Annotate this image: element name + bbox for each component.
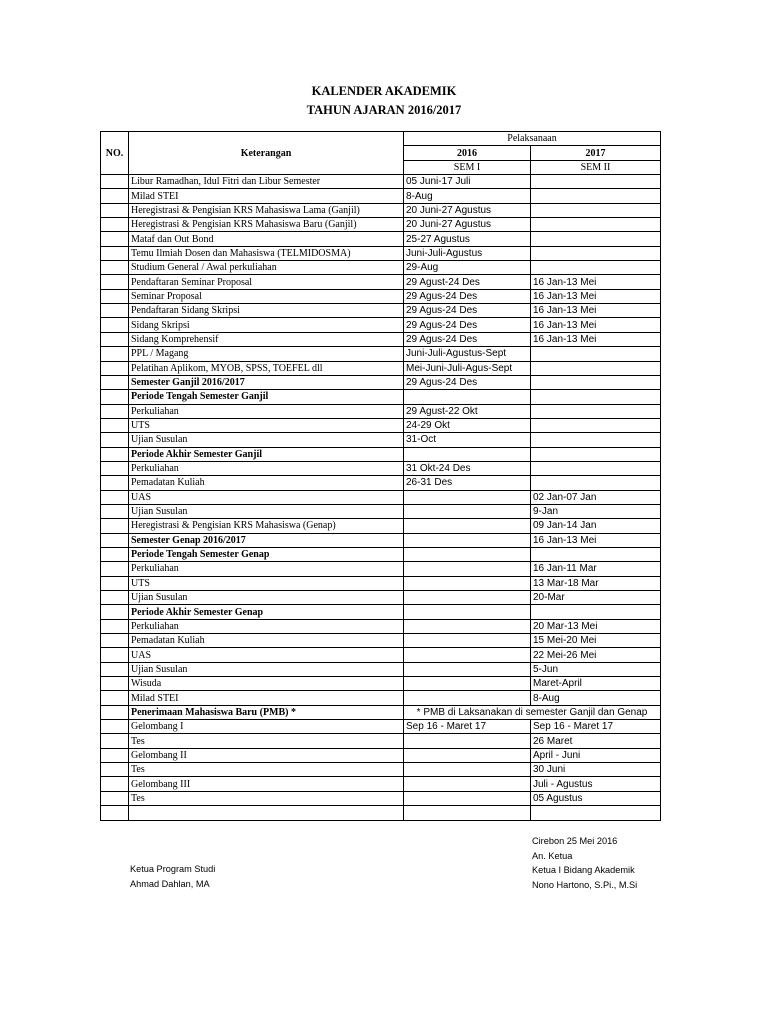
- row-no-cell: [101, 777, 129, 791]
- row-sem1-date: 29 Agus-24 Des: [404, 318, 531, 332]
- row-sem2-date: 16 Jan-13 Mei: [531, 289, 661, 303]
- table-row: [101, 720, 661, 734]
- row-sem1-date: 26-31 Des: [404, 476, 531, 490]
- row-sem1-date: [404, 591, 531, 605]
- row-sem1-date: [404, 390, 531, 404]
- document-title: KALENDER AKADEMIK: [311, 84, 457, 98]
- signature-left-name: Ahmad Dahlan, MA: [130, 878, 210, 889]
- row-sem2-date: [531, 418, 661, 432]
- header-sem-1: SEM I: [404, 160, 531, 174]
- row-sem2-date: [531, 218, 661, 232]
- row-keterangan: UAS: [129, 648, 404, 662]
- row-no-cell: [101, 390, 129, 404]
- row-sem1-date: 20 Juni-27 Agustus: [404, 203, 531, 217]
- row-keterangan: Perkuliahan: [129, 562, 404, 576]
- row-no-cell: [101, 447, 129, 461]
- row-sem1-date: 29 Agust-24 Des: [404, 275, 531, 289]
- header-pelaksanaan: Pelaksanaan: [404, 132, 661, 146]
- row-sem2-date: 16 Jan-13 Mei: [531, 318, 661, 332]
- row-sem2-date: 9-Jan: [531, 504, 661, 518]
- row-no-cell: [101, 806, 129, 820]
- row-keterangan: Periode Akhir Semester Ganjil: [129, 447, 404, 461]
- row-no-cell: [101, 763, 129, 777]
- signature-right-place-date: Cirebon 25 Mei 2016: [532, 836, 618, 846]
- table-row: [101, 447, 661, 461]
- row-no-cell: [101, 533, 129, 547]
- table-row: [101, 691, 661, 705]
- row-no-cell: [101, 404, 129, 418]
- row-sem2-date: 20-Mar: [531, 591, 661, 605]
- table-row: [101, 361, 661, 375]
- table-row: [101, 763, 661, 777]
- header-year-2017: 2017: [531, 146, 661, 160]
- row-sem2-date: [531, 476, 661, 490]
- row-sem2-date: [531, 232, 661, 246]
- row-sem1-date: [404, 763, 531, 777]
- row-sem2-date: 15 Mei-20 Mei: [531, 634, 661, 648]
- table-row: [101, 504, 661, 518]
- row-keterangan: Semester Ganjil 2016/2017: [129, 375, 404, 389]
- row-sem1-date: [404, 576, 531, 590]
- table-row: [101, 619, 661, 633]
- row-sem1-date: [404, 634, 531, 648]
- row-sem2-date: 16 Jan-13 Mei: [531, 533, 661, 547]
- row-sem2-date: 5-Jun: [531, 662, 661, 676]
- row-sem1-date: [404, 734, 531, 748]
- row-keterangan: Periode Tengah Semester Genap: [129, 547, 404, 561]
- row-sem2-date: [531, 433, 661, 447]
- row-sem1-date: [404, 677, 531, 691]
- row-sem2-date: Sep 16 - Maret 17: [531, 720, 661, 734]
- row-sem2-date: [531, 404, 661, 418]
- row-sem2-date: 26 Maret: [531, 734, 661, 748]
- row-sem2-date: [531, 246, 661, 260]
- table-row: [101, 175, 661, 189]
- row-no-cell: [101, 562, 129, 576]
- row-no-cell: [101, 289, 129, 303]
- row-no-cell: [101, 175, 129, 189]
- table-row: [101, 591, 661, 605]
- row-keterangan: Gelombang II: [129, 748, 404, 762]
- row-no-cell: [101, 791, 129, 805]
- row-no-cell: [101, 418, 129, 432]
- row-no-cell: [101, 304, 129, 318]
- table-row: [101, 275, 661, 289]
- row-no-cell: [101, 547, 129, 561]
- row-sem2-date: 16 Jan-13 Mei: [531, 304, 661, 318]
- row-keterangan: Pemadatan Kuliah: [129, 634, 404, 648]
- table-row: [101, 806, 661, 820]
- row-keterangan: Mataf dan Out Bond: [129, 232, 404, 246]
- table-row: [101, 562, 661, 576]
- row-no-cell: [101, 275, 129, 289]
- row-keterangan: Perkuliahan: [129, 461, 404, 475]
- row-no-cell: [101, 648, 129, 662]
- row-keterangan: Ujian Susulan: [129, 504, 404, 518]
- row-sem1-date: 29 Agus-24 Des: [404, 375, 531, 389]
- header-year-2016: 2016: [404, 146, 531, 160]
- signature-left: [130, 862, 215, 891]
- row-sem1-date: [404, 662, 531, 676]
- row-sem1-date: 20 Juni-27 Agustus: [404, 218, 531, 232]
- row-sem1-date: 29-Aug: [404, 261, 531, 275]
- row-sem1-date: [404, 547, 531, 561]
- row-sem2-date: [531, 447, 661, 461]
- row-keterangan: Perkuliahan: [129, 619, 404, 633]
- row-no-cell: [101, 261, 129, 275]
- table-row: [101, 576, 661, 590]
- row-keterangan: Ujian Susulan: [129, 591, 404, 605]
- row-sem1-date: [404, 562, 531, 576]
- table-row: [101, 332, 661, 346]
- row-sem1-date: [404, 806, 531, 820]
- row-sem2-date: [531, 390, 661, 404]
- row-keterangan: Pendaftaran Sidang Skripsi: [129, 304, 404, 318]
- row-no-cell: [101, 246, 129, 260]
- table-row: [101, 705, 661, 719]
- row-keterangan: Pelatihan Aplikom, MYOB, SPSS, TOEFEL dll: [129, 361, 404, 375]
- row-keterangan: Perkuliahan: [129, 404, 404, 418]
- header-sem-2: SEM II: [531, 160, 661, 174]
- table-row: [101, 232, 661, 246]
- row-sem2-date: [531, 175, 661, 189]
- row-sem2-date: 02 Jan-07 Jan: [531, 490, 661, 504]
- table-row: [101, 734, 661, 748]
- row-no-cell: [101, 677, 129, 691]
- row-no-cell: [101, 332, 129, 346]
- row-keterangan: Heregistrasi & Pengisian KRS Mahasiswa Baru (Ganjil): [129, 218, 404, 232]
- row-keterangan: Gelombang I: [129, 720, 404, 734]
- table-row: [101, 433, 661, 447]
- row-sem2-date: [531, 461, 661, 475]
- row-sem1-date: [404, 447, 531, 461]
- row-sem2-date: Maret-April: [531, 677, 661, 691]
- row-no-cell: [101, 504, 129, 518]
- row-keterangan: Periode Tengah Semester Ganjil: [129, 390, 404, 404]
- table-row: [101, 677, 661, 691]
- row-keterangan: Temu Ilmiah Dosen dan Mahasiswa (TELMIDOSMA): [129, 246, 404, 260]
- row-keterangan: Heregistrasi & Pengisian KRS Mahasiswa Lama (Ganjil): [129, 203, 404, 217]
- row-sem1-date: [404, 777, 531, 791]
- row-sem1-date: 31-Oct: [404, 433, 531, 447]
- row-no-cell: [101, 705, 129, 719]
- table-row: [101, 461, 661, 475]
- row-sem2-date: April - Juni: [531, 748, 661, 762]
- document-subtitle: TAHUN AJARAN 2016/2017: [306, 103, 462, 117]
- row-keterangan: Wisuda: [129, 677, 404, 691]
- row-keterangan: UAS: [129, 490, 404, 504]
- row-keterangan: Studium General / Awal perkuliahan: [129, 261, 404, 275]
- row-sem1-date: 29 Agus-24 Des: [404, 289, 531, 303]
- row-no-cell: [101, 634, 129, 648]
- table-row: [101, 748, 661, 762]
- row-no-cell: [101, 476, 129, 490]
- row-keterangan: Ujian Susulan: [129, 662, 404, 676]
- row-keterangan: Tes: [129, 791, 404, 805]
- row-sem1-date: [404, 791, 531, 805]
- signature-right: [532, 834, 637, 892]
- row-no-cell: [101, 720, 129, 734]
- row-sem1-date: 8-Aug: [404, 189, 531, 203]
- row-no-cell: [101, 347, 129, 361]
- row-sem2-date: [531, 261, 661, 275]
- row-keterangan: Periode Akhir Semester Genap: [129, 605, 404, 619]
- table-row: [101, 347, 661, 361]
- row-sem2-date: 30 Juni: [531, 763, 661, 777]
- table-row: [101, 533, 661, 547]
- table-row: [101, 390, 661, 404]
- row-no-cell: [101, 375, 129, 389]
- row-sem1-date: 25-27 Agustus: [404, 232, 531, 246]
- row-no-cell: [101, 218, 129, 232]
- academic-calendar-table: [100, 131, 661, 821]
- row-sem1-date: 29 Agus-24 Des: [404, 304, 531, 318]
- row-keterangan: UTS: [129, 576, 404, 590]
- table-row: [101, 375, 661, 389]
- row-keterangan: Sidang Komprehensif: [129, 332, 404, 346]
- row-sem1-date: [404, 605, 531, 619]
- signature-right-on-behalf: An. Ketua: [532, 850, 573, 861]
- row-sem1-date: [404, 619, 531, 633]
- row-sem2-date: 22 Mei-26 Mei: [531, 648, 661, 662]
- row-sem1-date: 05 Juni-17 Juli: [404, 175, 531, 189]
- row-no-cell: [101, 433, 129, 447]
- header-keterangan: Keterangan: [129, 132, 404, 175]
- row-sem1-date: [404, 533, 531, 547]
- row-sem1-date: [404, 504, 531, 518]
- table-row: [101, 490, 661, 504]
- row-keterangan: [129, 806, 404, 820]
- row-keterangan: Milad STEI: [129, 691, 404, 705]
- table-row: [101, 246, 661, 260]
- row-keterangan: PPL / Magang: [129, 347, 404, 361]
- row-no-cell: [101, 232, 129, 246]
- row-sem1-date: [404, 648, 531, 662]
- table-row: [101, 634, 661, 648]
- row-keterangan: Penerimaan Mahasiswa Baru (PMB) *: [129, 705, 404, 719]
- signature-left-role: Ketua Program Studi: [130, 864, 216, 874]
- table-row: [101, 418, 661, 432]
- table-row: [101, 547, 661, 561]
- row-no-cell: [101, 691, 129, 705]
- table-row: [101, 203, 661, 217]
- row-keterangan: Ujian Susulan: [129, 433, 404, 447]
- table-row: [101, 261, 661, 275]
- row-sem2-date: [531, 605, 661, 619]
- row-no-cell: [101, 734, 129, 748]
- row-no-cell: [101, 189, 129, 203]
- row-sem2-date: Juli - Agustus: [531, 777, 661, 791]
- row-sem2-date: 09 Jan-14 Jan: [531, 519, 661, 533]
- row-sem2-date: 05 Agustus: [531, 791, 661, 805]
- row-no-cell: [101, 605, 129, 619]
- row-no-cell: [101, 576, 129, 590]
- row-no-cell: [101, 318, 129, 332]
- row-keterangan: Gelombang III: [129, 777, 404, 791]
- row-sem2-date: 20 Mar-13 Mei: [531, 619, 661, 633]
- table-row: [101, 777, 661, 791]
- row-sem1-date: 31 Okt-24 Des: [404, 461, 531, 475]
- signature-right-name: Nono Hartono, S.Pi., M.Si: [532, 879, 638, 890]
- row-keterangan: Tes: [129, 763, 404, 777]
- row-sem1-date: 29 Agus-24 Des: [404, 332, 531, 346]
- row-sem1-date: [404, 691, 531, 705]
- row-no-cell: [101, 203, 129, 217]
- row-keterangan: Heregistrasi & Pengisian KRS Mahasiswa (Genap): [129, 519, 404, 533]
- row-no-cell: [101, 619, 129, 633]
- row-sem2-date: [531, 203, 661, 217]
- table-row: [101, 189, 661, 203]
- row-sem1-date: Juni-Juli-Agustus: [404, 246, 531, 260]
- row-sem1-date: Sep 16 - Maret 17: [404, 720, 531, 734]
- row-sem2-date: [531, 361, 661, 375]
- row-no-cell: [101, 748, 129, 762]
- table-row: [101, 662, 661, 676]
- row-keterangan: UTS: [129, 418, 404, 432]
- table-row: [101, 605, 661, 619]
- table-body: [101, 175, 661, 820]
- row-keterangan: Semester Genap 2016/2017: [129, 533, 404, 547]
- row-sem1-date: [404, 519, 531, 533]
- row-sem2-date: [531, 189, 661, 203]
- row-sem2-date: 16 Jan-13 Mei: [531, 275, 661, 289]
- row-sem2-date: 16 Jan-11 Mar: [531, 562, 661, 576]
- table-row: [101, 304, 661, 318]
- row-keterangan: Pemadatan Kuliah: [129, 476, 404, 490]
- signature-right-role: Ketua I Bidang Akademik: [532, 865, 635, 875]
- row-sem1-date: [404, 490, 531, 504]
- table-row: [101, 318, 661, 332]
- row-no-cell: [101, 361, 129, 375]
- pmb-note: * PMB di Laksanakan di semester Ganjil dan Genap: [404, 705, 661, 719]
- row-sem2-date: 16 Jan-13 Mei: [531, 332, 661, 346]
- row-keterangan: Seminar Proposal: [129, 289, 404, 303]
- row-keterangan: Tes: [129, 734, 404, 748]
- table-row: [101, 404, 661, 418]
- row-sem1-date: 29 Agust-22 Okt: [404, 404, 531, 418]
- row-sem2-date: [531, 375, 661, 389]
- table-row: [101, 476, 661, 490]
- row-sem2-date: [531, 347, 661, 361]
- row-keterangan: Pendaftaran Seminar Proposal: [129, 275, 404, 289]
- table-row: [101, 289, 661, 303]
- row-keterangan: Libur Ramadhan, Idul Fitri dan Libur Semester: [129, 175, 404, 189]
- row-no-cell: [101, 519, 129, 533]
- row-sem1-date: [404, 748, 531, 762]
- table-row: [101, 519, 661, 533]
- row-no-cell: [101, 461, 129, 475]
- row-sem1-date: 24-29 Okt: [404, 418, 531, 432]
- row-sem2-date: 8-Aug: [531, 691, 661, 705]
- row-sem2-date: [531, 806, 661, 820]
- row-no-cell: [101, 591, 129, 605]
- row-sem2-date: [531, 547, 661, 561]
- row-keterangan: Milad STEI: [129, 189, 404, 203]
- header-no: NO.: [101, 132, 129, 175]
- table-row: [101, 218, 661, 232]
- row-no-cell: [101, 490, 129, 504]
- row-sem2-date: 13 Mar-18 Mar: [531, 576, 661, 590]
- row-sem1-date: Mei-Juni-Juli-Agus-Sept: [404, 361, 531, 375]
- row-keterangan: Sidang Skripsi: [129, 318, 404, 332]
- row-sem1-date: Juni-Juli-Agustus-Sept: [404, 347, 531, 361]
- table-row: [101, 791, 661, 805]
- table-row: [101, 648, 661, 662]
- row-no-cell: [101, 662, 129, 676]
